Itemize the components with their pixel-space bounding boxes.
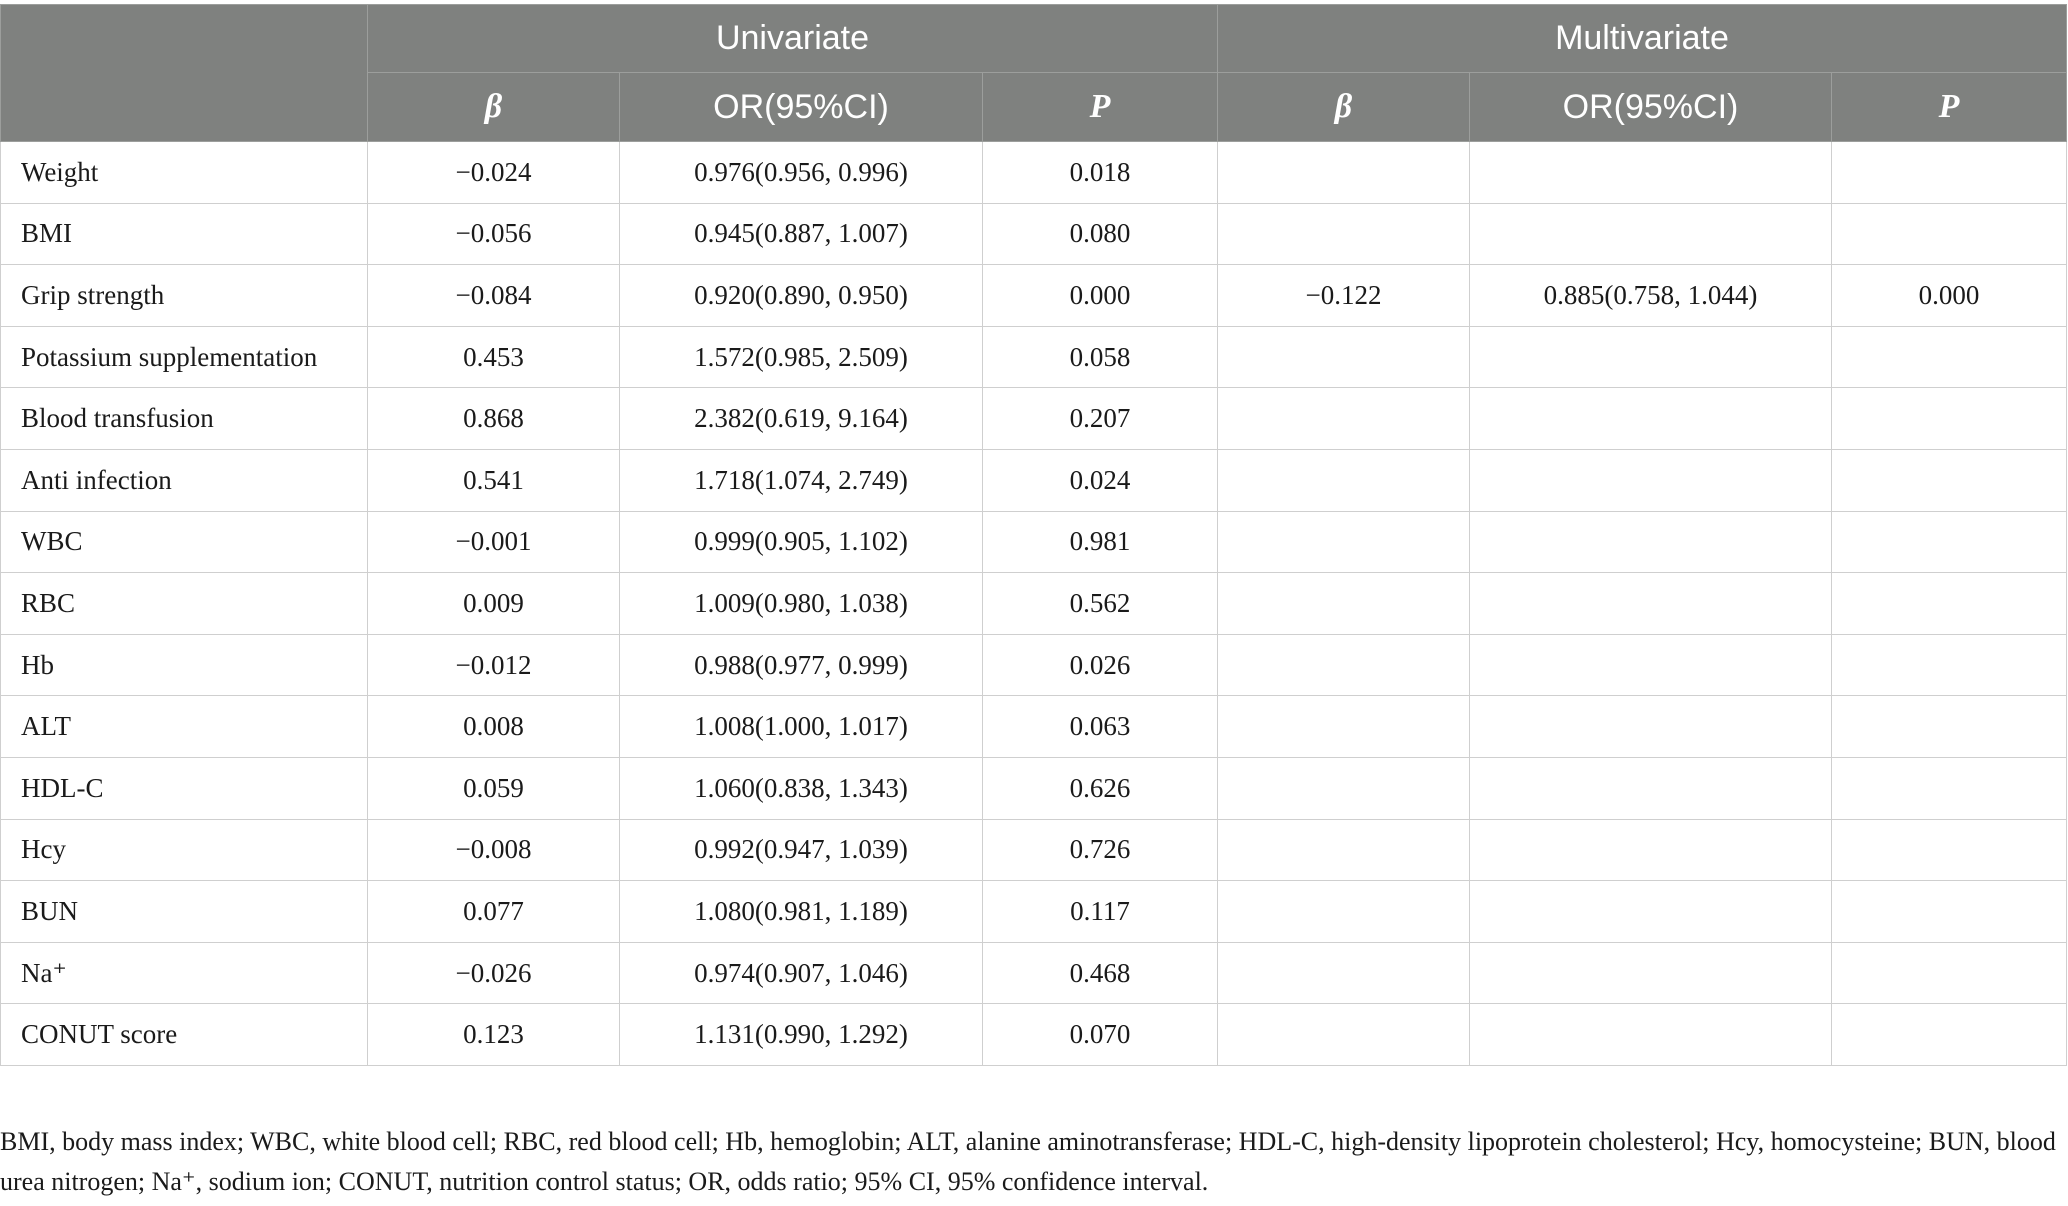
row-label-cell: Na⁺ [1,942,368,1004]
header-univariate-beta: β [368,73,620,142]
univariate-beta-cell: 0.123 [368,1004,620,1066]
row-label-cell: Anti infection [1,449,368,511]
multivariate-or-cell [1470,142,1832,204]
multivariate-or-cell [1470,634,1832,696]
table-body [1,142,2067,1066]
multivariate-p-cell [1832,942,2067,1004]
univariate-beta-cell: 0.453 [368,326,620,388]
univariate-or-cell: 0.976(0.956, 0.996) [620,142,983,204]
multivariate-p-cell [1832,388,2067,450]
row-label-cell: Blood transfusion [1,388,368,450]
row-label-cell: ALT [1,696,368,758]
univariate-beta-cell: −0.012 [368,634,620,696]
univariate-beta-cell: −0.008 [368,819,620,881]
row-label-cell: WBC [1,511,368,573]
univariate-beta-cell: 0.868 [368,388,620,450]
header-multivariate-beta: β [1218,73,1470,142]
multivariate-p-cell [1832,142,2067,204]
row-label-cell: BMI [1,203,368,265]
multivariate-or-cell [1470,388,1832,450]
multivariate-or-cell [1470,573,1832,635]
row-label-cell: Weight [1,142,368,204]
multivariate-or-cell [1470,1004,1832,1066]
multivariate-beta-cell [1218,449,1470,511]
header-blank-cell [1,5,368,142]
multivariate-or-cell [1470,942,1832,1004]
univariate-p-cell: 0.063 [983,696,1218,758]
univariate-or-cell: 0.992(0.947, 1.039) [620,819,983,881]
table-row [1,696,2067,758]
multivariate-p-cell [1832,819,2067,881]
univariate-beta-cell: 0.008 [368,696,620,758]
univariate-p-cell: 0.562 [983,573,1218,635]
univariate-p-cell: 0.058 [983,326,1218,388]
multivariate-or-cell [1470,881,1832,943]
multivariate-beta-cell [1218,942,1470,1004]
table-row [1,1004,2067,1066]
univariate-or-cell: 0.974(0.907, 1.046) [620,942,983,1004]
row-label-cell: RBC [1,573,368,635]
multivariate-p-cell [1832,634,2067,696]
row-label-cell: CONUT score [1,1004,368,1066]
table-row [1,881,2067,943]
row-label-cell: Hb [1,634,368,696]
header-group-row [1,5,2067,73]
row-label-cell: HDL-C [1,757,368,819]
multivariate-beta-cell [1218,142,1470,204]
univariate-or-cell: 0.920(0.890, 0.950) [620,265,983,327]
table-row [1,942,2067,1004]
multivariate-or-cell [1470,819,1832,881]
univariate-or-cell: 1.572(0.985, 2.509) [620,326,983,388]
multivariate-p-cell [1832,203,2067,265]
regression-table [0,4,2067,1066]
multivariate-beta-cell [1218,757,1470,819]
table-footnote: BMI, body mass index; WBC, white blood cell; RBC, red blood cell; Hb, hemoglobin; ALT, alanine aminotransferase; HDL-C, high-density lipoprotein cholesterol; Hcy, homocysteine; BUN, blood urea nitrogen; Na⁺, sodium ion; CONUT, nutrition control status; OR, odds ratio; 95% CI, 95% confidence interval. [0,1127,2056,1196]
header-multivariate-or: OR(95%CI) [1470,73,1832,142]
univariate-or-cell: 1.009(0.980, 1.038) [620,573,983,635]
table-row [1,388,2067,450]
multivariate-beta-cell [1218,203,1470,265]
univariate-beta-cell: 0.059 [368,757,620,819]
univariate-p-cell: 0.080 [983,203,1218,265]
row-label-cell: Grip strength [1,265,368,327]
table-row [1,757,2067,819]
header-multivariate: Multivariate [1218,5,2067,73]
multivariate-p-cell [1832,881,2067,943]
univariate-beta-cell: −0.024 [368,142,620,204]
multivariate-p-cell [1832,696,2067,758]
multivariate-or-cell [1470,449,1832,511]
header-univariate: Univariate [368,5,1218,73]
multivariate-or-cell [1470,511,1832,573]
row-label-cell: Potassium supplementation [1,326,368,388]
table-row [1,203,2067,265]
multivariate-or-cell [1470,203,1832,265]
univariate-p-cell: 0.000 [983,265,1218,327]
univariate-p-cell: 0.018 [983,142,1218,204]
multivariate-beta-cell [1218,388,1470,450]
univariate-p-cell: 0.981 [983,511,1218,573]
multivariate-beta-cell [1218,634,1470,696]
multivariate-beta-cell [1218,819,1470,881]
table-row [1,573,2067,635]
multivariate-p-cell [1832,511,2067,573]
multivariate-or-cell: 0.885(0.758, 1.044) [1470,265,1832,327]
table-row [1,511,2067,573]
multivariate-beta-cell [1218,1004,1470,1066]
univariate-or-cell: 0.999(0.905, 1.102) [620,511,983,573]
multivariate-p-cell [1832,326,2067,388]
multivariate-p-cell: 0.000 [1832,265,2067,327]
univariate-or-cell: 2.382(0.619, 9.164) [620,388,983,450]
table-row [1,265,2067,327]
univariate-or-cell: 1.060(0.838, 1.343) [620,757,983,819]
univariate-or-cell: 1.718(1.074, 2.749) [620,449,983,511]
multivariate-p-cell [1832,573,2067,635]
univariate-or-cell: 1.080(0.981, 1.189) [620,881,983,943]
univariate-or-cell: 1.008(1.000, 1.017) [620,696,983,758]
multivariate-or-cell [1470,757,1832,819]
multivariate-p-cell [1832,449,2067,511]
multivariate-beta-cell [1218,511,1470,573]
table-row [1,634,2067,696]
multivariate-or-cell [1470,696,1832,758]
row-label-cell: BUN [1,881,368,943]
univariate-p-cell: 0.207 [983,388,1218,450]
univariate-or-cell: 1.131(0.990, 1.292) [620,1004,983,1066]
univariate-beta-cell: −0.084 [368,265,620,327]
multivariate-beta-cell [1218,696,1470,758]
univariate-p-cell: 0.024 [983,449,1218,511]
univariate-beta-cell: 0.541 [368,449,620,511]
header-univariate-or: OR(95%CI) [620,73,983,142]
univariate-or-cell: 0.988(0.977, 0.999) [620,634,983,696]
multivariate-beta-cell [1218,573,1470,635]
univariate-beta-cell: 0.077 [368,881,620,943]
univariate-beta-cell: −0.026 [368,942,620,1004]
univariate-p-cell: 0.726 [983,819,1218,881]
univariate-p-cell: 0.468 [983,942,1218,1004]
multivariate-beta-cell [1218,326,1470,388]
header-multivariate-p: P [1832,73,2067,142]
table-row [1,142,2067,204]
row-label-cell: Hcy [1,819,368,881]
header-univariate-p: P [983,73,1218,142]
multivariate-p-cell [1832,1004,2067,1066]
univariate-beta-cell: −0.056 [368,203,620,265]
multivariate-p-cell [1832,757,2067,819]
multivariate-beta-cell: −0.122 [1218,265,1470,327]
univariate-p-cell: 0.117 [983,881,1218,943]
univariate-p-cell: 0.626 [983,757,1218,819]
univariate-beta-cell: 0.009 [368,573,620,635]
regression-table-container [0,4,2066,1066]
table-row [1,326,2067,388]
multivariate-beta-cell [1218,881,1470,943]
table-row [1,449,2067,511]
univariate-or-cell: 0.945(0.887, 1.007) [620,203,983,265]
univariate-beta-cell: −0.001 [368,511,620,573]
multivariate-or-cell [1470,326,1832,388]
univariate-p-cell: 0.070 [983,1004,1218,1066]
table-row [1,819,2067,881]
univariate-p-cell: 0.026 [983,634,1218,696]
